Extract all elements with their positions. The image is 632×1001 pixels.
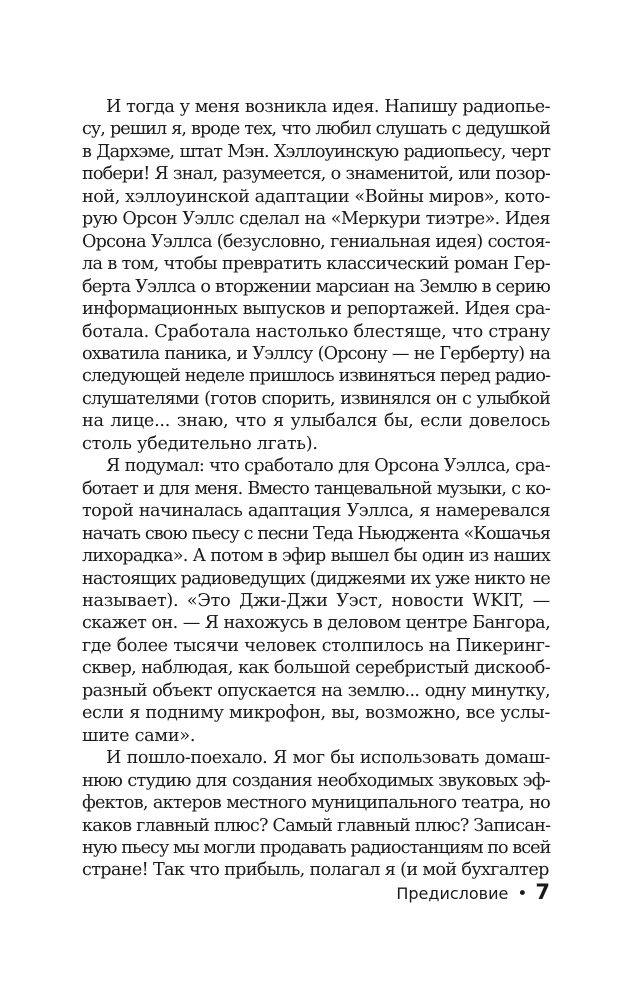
- text-line: ботала. Сработала настолько блестяще, что страну: [82, 321, 551, 342]
- text-line: И пошло-поехало. Я мог бы использовать домаш-: [106, 748, 550, 769]
- text-line: И тогда у меня возникла идея. Напишу радиопье-: [106, 97, 550, 117]
- text-line: нюю студию для создания необходимых звуковых эф-: [82, 770, 550, 791]
- paragraph: [82, 747, 550, 882]
- text-line: настоящих радиоведущих (диджеями их уже никто не: [82, 568, 550, 589]
- text-line: если я подниму микрофон, вы, возможно, все услы-: [82, 703, 550, 724]
- text-line: побери! Я знал, разумеется, о знаменитой, или позор-: [82, 164, 550, 185]
- page-number: 7: [535, 880, 550, 904]
- paragraph: [82, 96, 550, 455]
- text-line: каков главный плюс? Самый главный плюс? Записан-: [82, 815, 551, 836]
- text-line: рую Орсон Уэллс сделал на «Меркури тиэтре». Идея: [82, 209, 550, 230]
- text-line: следующей неделе пришлось извиняться перед радио-: [82, 366, 550, 387]
- text-line: лихорадка». А потом в эфир вышел бы один из наших: [82, 546, 550, 567]
- text-line: торой начиналась адаптация Уэллса, я намеревался: [82, 501, 550, 522]
- text-line: ной, хэллоуинской адаптации «Войны миров», кото-: [82, 186, 550, 207]
- text-line: су, решил я, вроде тех, что любил слушать с дедушкой: [82, 119, 550, 140]
- page-footer: [396, 880, 550, 904]
- text-line: ботает и для меня. Вместо танцевальной музыки, с ко-: [82, 478, 550, 499]
- text-line: Орсона Уэллса (безусловно, гениальная идея) состоя-: [82, 231, 550, 252]
- text-line: называет). «Это Джи-Джи Уэст, новости WKIT, —: [82, 590, 550, 611]
- text-line: начать свою пьесу с песни Теда Ньюджента «Кошачья: [82, 523, 550, 544]
- text-line: охватила паника, и Уэллсу (Орсону — не Герберту) на: [82, 343, 550, 364]
- text-line: скажет он. — Я нахожусь в деловом центре Бангора,: [82, 613, 551, 634]
- text-line: слушателями (готов спорить, извинялся он с улыбкой: [82, 388, 550, 409]
- paragraph: [82, 455, 550, 747]
- text-line: столь убедительно лгать).: [82, 433, 318, 454]
- text-line: стране! Так что прибыль, полагал я (и мой бухгалтер: [82, 860, 549, 881]
- text-line: информационных выпусков и репортажей. Идея сра-: [82, 299, 550, 320]
- text-line: Я подумал: что сработало для Орсона Уэллса, сра-: [106, 456, 550, 477]
- footer-bullet: •: [517, 884, 528, 904]
- running-footer-section: Предисловие: [396, 884, 509, 903]
- text-line: фектов, актеров местного муниципального театра, но: [82, 793, 550, 814]
- text-line: сквер, наблюдая, как большой серебристый дискооб-: [82, 658, 550, 679]
- text-line: ную пьесу мы могли продавать радиостанциям по всей: [82, 837, 551, 858]
- text-line: разный объект опускается на землю... одну минутку,: [82, 680, 550, 701]
- text-line: шите сами».: [82, 725, 196, 746]
- text-line: где более тысячи человек столпилось на Пикеринг-: [82, 635, 550, 656]
- text-line: на лице... знаю, что я улыбался бы, если довелось: [82, 411, 550, 432]
- text-line: ла в том, чтобы превратить классический роман Гер-: [82, 254, 550, 275]
- body-text: [82, 96, 550, 882]
- text-line: в Дархэме, штат Мэн. Хэллоуинскую радиопьесу, черт: [82, 141, 550, 162]
- text-line: берта Уэллса о вторжении марсиан на Землю в серию: [82, 276, 550, 297]
